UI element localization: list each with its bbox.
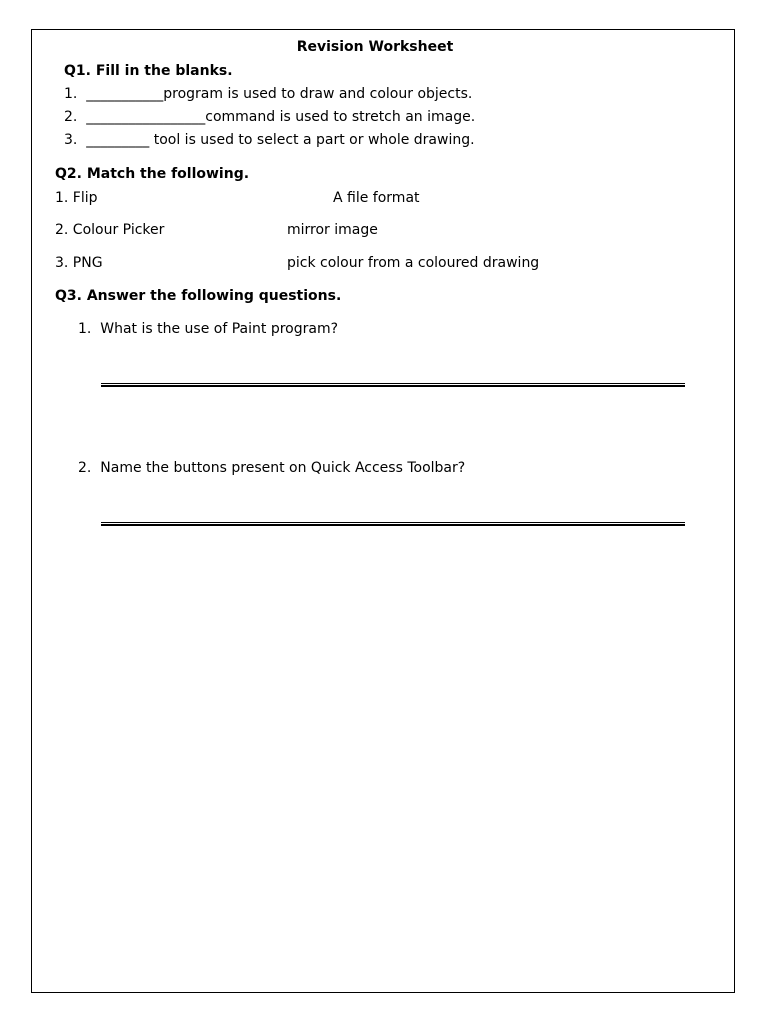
- q1-item-2: [64, 108, 475, 126]
- q2-left-item-1: 1. Flip: [55, 190, 98, 206]
- q1-item-3: [64, 131, 475, 149]
- q3-heading: Q3. Answer the following questions.: [55, 288, 342, 304]
- q1-item-1: [64, 85, 472, 103]
- q3-question-text: Name the buttons present on Quick Access Toolbar?: [100, 460, 466, 476]
- q1-item-number: 2.: [64, 109, 78, 125]
- q3-question-number: 1.: [78, 321, 92, 337]
- q1-item-text: program is used to draw and colour objects.: [163, 86, 473, 102]
- q3-answer-line-2: [101, 522, 685, 526]
- worksheet-title: Revision Worksheet: [296, 39, 454, 55]
- q1-item-number: 3.: [64, 132, 78, 148]
- q1-item-text: command is used to stretch an image.: [205, 109, 476, 125]
- q1-item-blank: _________: [86, 132, 150, 148]
- q3-question-number: 2.: [78, 460, 92, 476]
- q1-item-blank: ___________: [86, 86, 164, 102]
- q2-right-item-3: pick colour from a coloured drawing: [287, 255, 540, 271]
- q1-item-blank: _________________: [86, 109, 206, 125]
- q1-heading: Q1. Fill in the blanks.: [64, 63, 233, 79]
- q3-question-2: [78, 459, 465, 477]
- q2-left-item-2: 2. Colour Picker: [55, 222, 165, 238]
- q2-right-item-1: A file format: [333, 190, 420, 206]
- q3-question-1: [78, 320, 338, 338]
- q2-heading: Q2. Match the following.: [55, 166, 250, 182]
- q2-right-item-2: mirror image: [287, 222, 378, 238]
- q3-question-text: What is the use of Paint program?: [100, 321, 339, 337]
- q1-item-text: tool is used to select a part or whole drawing.: [149, 132, 475, 148]
- q3-answer-line-1: [101, 383, 685, 387]
- q1-item-number: 1.: [64, 86, 78, 102]
- q2-left-item-3: 3. PNG: [55, 255, 103, 271]
